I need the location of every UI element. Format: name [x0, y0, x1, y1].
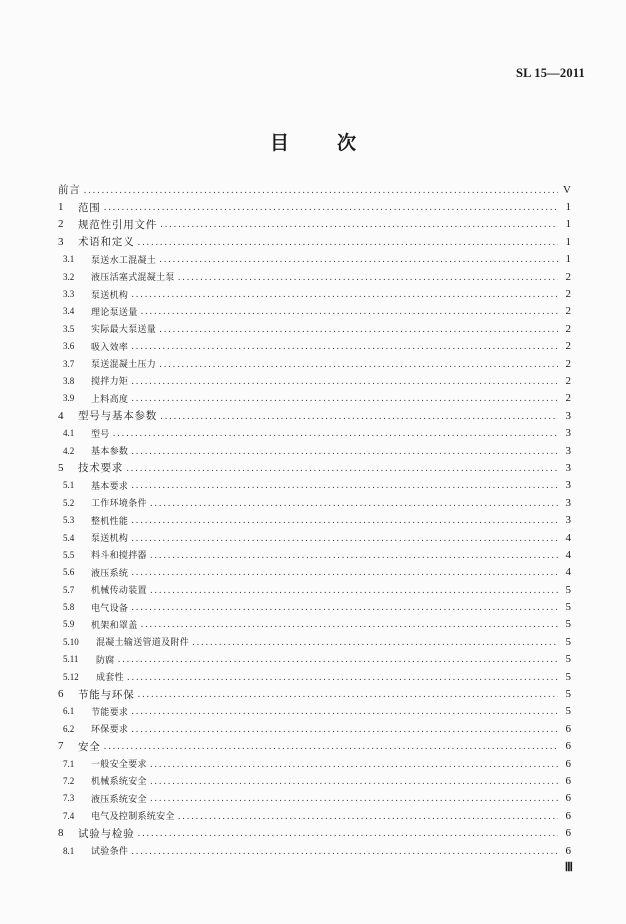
toc-entry-page: 5 — [565, 653, 571, 666]
toc-entry-title: 液压活塞式混凝土泵 — [91, 273, 175, 284]
toc-entry-title: 实际最大泵送量 — [91, 325, 157, 336]
toc-entry-title: 基本参数 — [91, 447, 129, 458]
toc-entry-title: 理论泵送量 — [91, 307, 138, 318]
toc-leader-dots — [178, 812, 558, 822]
toc-entry-title: 机械系统安全 — [91, 777, 147, 788]
toc-entry-number: 5.3 — [63, 515, 75, 526]
toc-entry-page: 3 — [565, 444, 571, 457]
toc-entry-number: 7 — [58, 740, 64, 753]
toc-entry-number: 1 — [58, 201, 64, 214]
toc-entry-title: 泵送水工混凝土 — [91, 255, 157, 266]
toc-entry[interactable] — [58, 233, 571, 250]
toc-entry[interactable] — [58, 442, 571, 459]
toc-leader-dots — [104, 742, 558, 752]
toc-entry-number: 4.1 — [63, 428, 75, 439]
toc-entry-page: 3 — [565, 461, 571, 474]
toc-leader-dots — [131, 394, 558, 404]
toc-entry-page: 5 — [565, 601, 571, 614]
toc-entry-number: 6 — [58, 688, 64, 701]
toc-entry-title: 上料高度 — [91, 394, 129, 405]
toc-entry-page: 2 — [565, 322, 571, 335]
toc-entry[interactable] — [58, 720, 571, 737]
toc-entry-page: 1 — [565, 253, 571, 266]
toc-entry-number: 3.5 — [63, 323, 75, 334]
toc-entry[interactable] — [58, 668, 571, 685]
toc-entry-page: 2 — [565, 357, 571, 370]
toc-leader-dots — [150, 586, 558, 596]
toc-entry-page: 6 — [565, 740, 571, 753]
toc-entry-title: 整机性能 — [91, 516, 129, 527]
toc-leader-dots — [131, 290, 558, 300]
toc-entry-title: 搅拌力矩 — [91, 377, 129, 388]
toc-leader-dots — [160, 220, 558, 230]
toc-leader-dots — [178, 273, 558, 283]
toc-entry-title: 泵送混凝土压力 — [91, 360, 157, 371]
toc-leader-dots — [131, 534, 558, 544]
toc-entry-number: 5.9 — [63, 619, 75, 630]
toc-entry[interactable] — [58, 181, 571, 198]
toc-entry-page: 3 — [565, 409, 571, 422]
toc-entry-number: 3.4 — [63, 306, 75, 317]
toc-entry-page: 5 — [565, 688, 571, 701]
toc-entry-number: 5 — [58, 461, 64, 474]
toc-entry-title: 范围 — [78, 201, 101, 214]
toc-leader-dots — [159, 325, 558, 335]
toc-entry-title: 试验条件 — [91, 847, 129, 858]
toc-entry-title: 节能要求 — [91, 707, 129, 718]
toc-leader-dots — [150, 760, 558, 770]
toc-entry-title: 液压系统 — [91, 568, 129, 579]
toc-entry[interactable] — [58, 703, 571, 720]
toc-entry[interactable] — [58, 355, 571, 372]
toc-entry[interactable] — [58, 285, 571, 302]
page-number: Ⅲ — [564, 860, 573, 874]
toc-entry-number: 4 — [58, 409, 64, 422]
toc-leader-dots — [84, 186, 558, 196]
toc-entry[interactable] — [58, 424, 571, 441]
toc-entry[interactable] — [58, 633, 571, 650]
toc-entry[interactable] — [58, 755, 571, 772]
toc-entry-title: 混凝土输送管道及附件 — [96, 638, 190, 649]
toc-entry-number: 3.8 — [63, 375, 75, 386]
toc-entry[interactable] — [58, 303, 571, 320]
toc-entry[interactable] — [58, 529, 571, 546]
toc-entry-number: 3.3 — [63, 289, 75, 300]
toc-entry-page: 4 — [565, 548, 571, 561]
toc-entry-title: 机架和罩盖 — [91, 620, 138, 631]
toc-entry-page: 1 — [565, 201, 571, 214]
toc-leader-dots — [150, 794, 558, 804]
toc-leader-dots — [138, 829, 559, 839]
toc-entry[interactable] — [58, 216, 571, 233]
toc-entry-page: 6 — [565, 827, 571, 840]
toc-entry[interactable] — [58, 824, 571, 841]
toc-entry[interactable] — [58, 198, 571, 215]
toc-entry-page: 2 — [565, 305, 571, 318]
toc-leader-dots — [131, 447, 558, 457]
toc-entry[interactable] — [58, 738, 571, 755]
toc-entry-number: 5.12 — [63, 671, 79, 682]
toc-entry-page: 3 — [565, 496, 571, 509]
toc-entry-number: 5.11 — [63, 654, 79, 665]
toc-leader-dots — [131, 847, 558, 857]
toc-entry-title: 环保要求 — [91, 725, 129, 736]
toc-leader-dots — [104, 203, 558, 213]
toc-entry-page: 5 — [565, 670, 571, 683]
toc-entry-number: 3 — [58, 235, 64, 248]
toc-entry-number: 5.8 — [63, 602, 75, 613]
toc-entry-title: 基本要求 — [91, 481, 129, 492]
toc-entry[interactable] — [58, 651, 571, 668]
toc-entry-title: 技术要求 — [78, 462, 124, 475]
toc-entry[interactable] — [58, 320, 571, 337]
toc-entry[interactable] — [58, 772, 571, 789]
toc-entry-title: 电气设备 — [91, 603, 129, 614]
toc-entry-title: 料斗和搅拌器 — [91, 551, 147, 562]
toc-leader-dots — [138, 690, 559, 700]
toc-entry-title: 吸入效率 — [91, 342, 129, 353]
toc-entry-title: 节能与环保 — [78, 688, 135, 701]
toc-entry-page: 1 — [565, 235, 571, 248]
page-title-char: 次 — [337, 132, 357, 154]
toc-entry-number: 7.3 — [63, 793, 75, 804]
toc-entry[interactable] — [58, 598, 571, 615]
toc-entry-number: 5.4 — [63, 532, 75, 543]
toc-entry-page: 6 — [565, 722, 571, 735]
toc-entry-number: 3.6 — [63, 341, 75, 352]
toc-entry[interactable] — [58, 511, 571, 528]
toc-leader-dots — [131, 342, 558, 352]
toc-entry-number: 3.2 — [63, 271, 75, 282]
toc-leader-dots — [131, 603, 558, 613]
toc-leader-dots — [127, 673, 558, 683]
toc-entry-number: 3.9 — [63, 393, 75, 404]
toc-entry-number: 5.7 — [63, 584, 75, 595]
toc-entry-title: 前言 — [58, 184, 81, 197]
toc-leader-dots — [131, 377, 558, 387]
toc-entry-page: 5 — [565, 583, 571, 596]
toc-entry-page: 1 — [565, 218, 571, 231]
toc-entry-number: 6.2 — [63, 723, 75, 734]
toc-entry-page: 4 — [565, 531, 571, 544]
toc-entry[interactable] — [58, 268, 571, 285]
toc-entry-page: 3 — [565, 427, 571, 440]
toc-entry-number: 3.7 — [63, 358, 75, 369]
toc-entry-page: 6 — [565, 809, 571, 822]
toc-entry-title: 防腐 — [96, 655, 115, 666]
toc-entry-page: 5 — [565, 618, 571, 631]
toc-entry-title: 电气及控制系统安全 — [91, 812, 175, 823]
toc-entry-number: 4.2 — [63, 445, 75, 456]
toc-entry-title: 成套性 — [96, 673, 124, 684]
toc-entry-page: 3 — [565, 514, 571, 527]
toc-entry[interactable] — [58, 494, 571, 511]
toc-entry[interactable] — [58, 372, 571, 389]
toc-leader-dots — [150, 777, 558, 787]
toc-entry-title: 型号 — [91, 429, 110, 440]
toc-entry-number: 3.1 — [63, 254, 75, 265]
toc-entry-number: 7.1 — [63, 758, 75, 769]
table-of-contents — [58, 181, 571, 859]
toc-entry[interactable] — [58, 842, 571, 859]
toc-leader-dots — [141, 620, 558, 630]
toc-entry-title: 工作环境条件 — [91, 499, 147, 510]
toc-entry[interactable] — [58, 251, 571, 268]
toc-entry-page: 2 — [565, 340, 571, 353]
standard-code: SL 15—2011 — [515, 66, 585, 80]
toc-entry-page: 5 — [565, 705, 571, 718]
toc-entry[interactable] — [58, 685, 571, 702]
toc-leader-dots — [159, 255, 558, 265]
toc-entry-page: 6 — [565, 774, 571, 787]
toc-leader-dots — [141, 307, 558, 317]
toc-entry-page: 6 — [565, 757, 571, 770]
toc-entry-title: 术语和定义 — [78, 236, 135, 249]
toc-entry[interactable] — [58, 807, 571, 824]
toc-entry-number: 5.6 — [63, 567, 75, 578]
toc-entry-number: 7.2 — [63, 775, 75, 786]
toc-leader-dots — [113, 429, 558, 439]
toc-entry-title: 规范性引用文件 — [78, 218, 158, 231]
toc-entry[interactable] — [58, 564, 571, 581]
toc-entry[interactable] — [58, 459, 571, 476]
toc-entry-page: 2 — [565, 374, 571, 387]
page-title-char: 目 — [269, 132, 289, 154]
toc-entry-page: 4 — [565, 566, 571, 579]
toc-leader-dots — [159, 360, 558, 370]
toc-leader-dots — [131, 725, 558, 735]
toc-entry-page: V — [563, 183, 571, 196]
toc-leader-dots — [131, 481, 558, 491]
toc-entry[interactable] — [58, 581, 571, 598]
toc-leader-dots — [150, 499, 558, 509]
toc-entry[interactable] — [58, 407, 571, 424]
toc-entry-number: 5.2 — [63, 497, 75, 508]
toc-entry[interactable] — [58, 477, 571, 494]
toc-leader-dots — [138, 238, 559, 248]
toc-entry[interactable] — [58, 338, 571, 355]
toc-entry-page: 5 — [565, 635, 571, 648]
toc-entry-number: 5.5 — [63, 549, 75, 560]
toc-entry-number: 6.1 — [63, 706, 75, 717]
toc-entry[interactable] — [58, 790, 571, 807]
toc-leader-dots — [131, 568, 558, 578]
toc-entry-title: 泵送机构 — [91, 534, 129, 544]
toc-entry[interactable] — [58, 616, 571, 633]
toc-entry-number: 5.10 — [63, 636, 79, 647]
toc-entry-number: 8.1 — [63, 845, 75, 856]
toc-entry-number: 5.1 — [63, 480, 75, 491]
toc-entry-title: 安全 — [78, 740, 101, 753]
toc-leader-dots — [131, 707, 558, 717]
toc-leader-dots — [131, 516, 558, 526]
toc-entry-title: 液压系统安全 — [91, 794, 147, 805]
toc-entry-page: 2 — [565, 288, 571, 301]
toc-entry-number: 8 — [58, 827, 64, 840]
toc-leader-dots — [192, 638, 558, 648]
toc-entry[interactable] — [58, 390, 571, 407]
toc-entry-title: 一般安全要求 — [91, 760, 147, 771]
toc-leader-dots — [160, 412, 558, 422]
toc-leader-dots — [150, 551, 558, 561]
toc-leader-dots — [126, 464, 558, 474]
toc-entry-number: 2 — [58, 218, 64, 231]
toc-entry-title: 型号与基本参数 — [78, 410, 158, 423]
toc-entry-number: 7.4 — [63, 810, 75, 821]
toc-leader-dots — [118, 655, 558, 665]
toc-entry-page: 3 — [565, 479, 571, 492]
toc-entry-page: 6 — [565, 844, 571, 857]
toc-entry[interactable] — [58, 546, 571, 563]
toc-entry-title: 泵送机构 — [91, 290, 129, 301]
toc-entry-page: 2 — [565, 270, 571, 283]
page-title — [0, 128, 626, 155]
toc-entry-page: 2 — [565, 392, 571, 405]
toc-entry-title: 机械传动装置 — [91, 586, 147, 597]
toc-entry-title: 试验与检验 — [78, 827, 135, 840]
toc-entry-page: 6 — [565, 792, 571, 805]
